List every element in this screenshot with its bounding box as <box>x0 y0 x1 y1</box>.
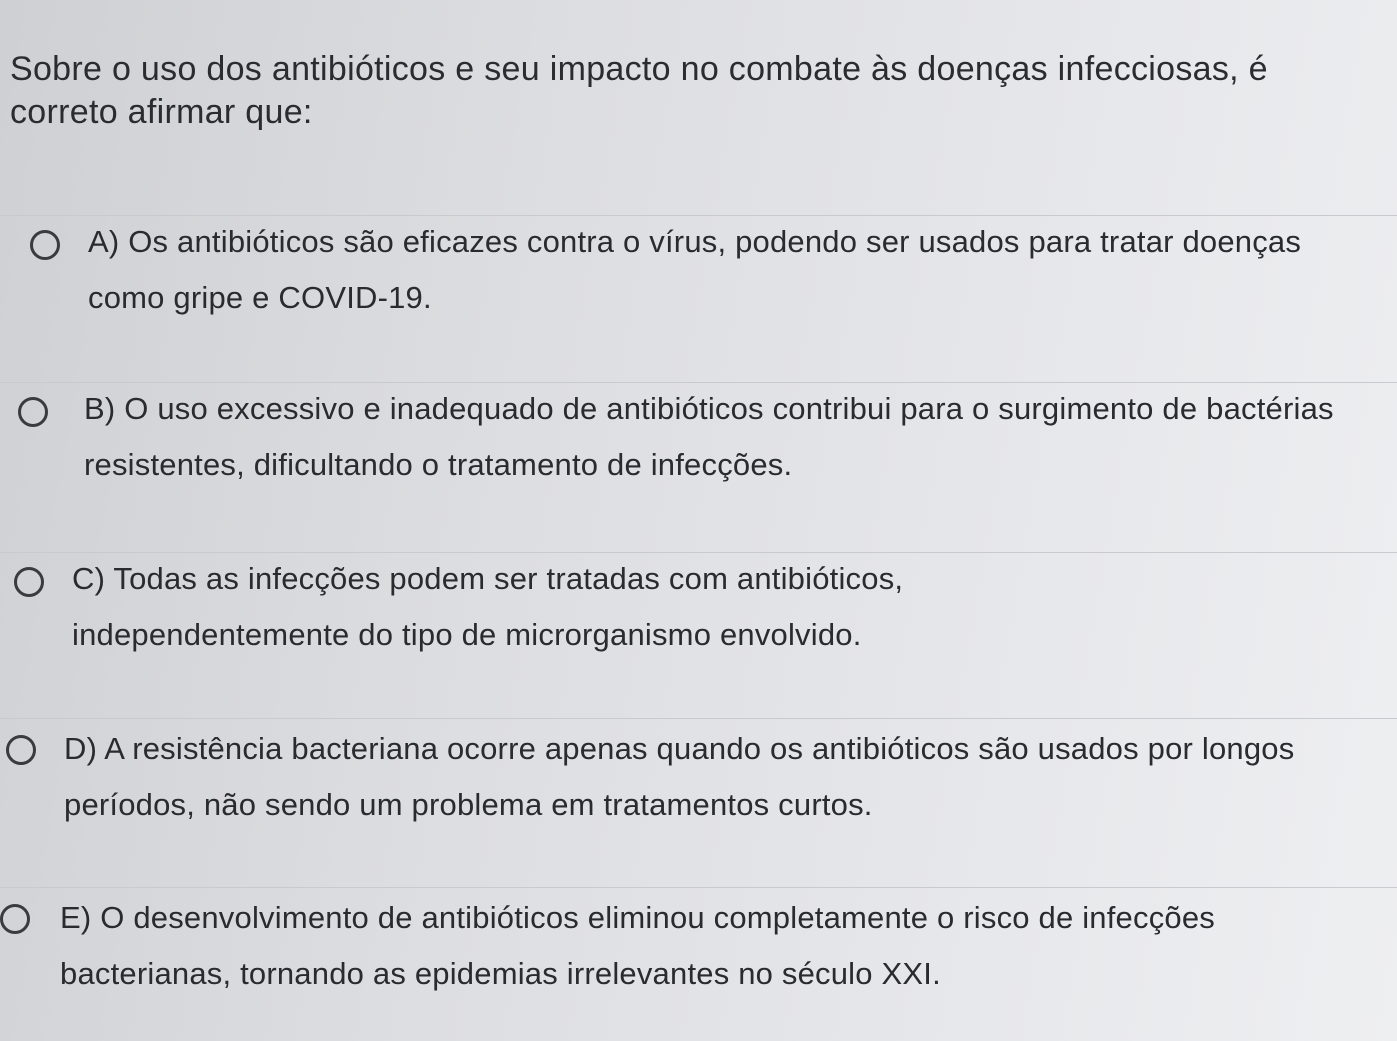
option-c[interactable] <box>0 553 1397 703</box>
option-e-text: E) O desenvolvimento de antibióticos eliminou completamente o risco de infecções bacterianas, tornando as epidemias irrelevantes no século XXI. <box>60 900 1215 991</box>
option-b-text: B) O uso excessivo e inadequado de antibióticos contribui para o surgimento de bactérias resistentes, dificultando o tratamento de infecções. <box>84 391 1334 482</box>
question-text: Sobre o uso dos antibióticos e seu impacto no combate às doenças infecciosas, é correto afirmar que: <box>10 50 1268 131</box>
option-c-text: C) Todas as infecções podem ser tratadas com antibióticos, independentemente do tipo de microrganismo envolvido. <box>72 561 904 652</box>
option-b[interactable] <box>0 383 1397 539</box>
option-a[interactable] <box>0 216 1397 362</box>
option-e[interactable] <box>0 888 1397 1038</box>
option-d-text: D) A resistência bacteriana ocorre apenas quando os antibióticos são usados por longos períodos, não sendo um problema em tratamentos curtos. <box>64 731 1295 822</box>
radio-button-d[interactable] <box>6 735 36 765</box>
option-a-text: A) Os antibióticos são eficazes contra o vírus, podendo ser usados para tratar doenças como gripe e COVID-19. <box>88 224 1302 315</box>
radio-button-c[interactable] <box>14 567 44 597</box>
radio-button-b[interactable] <box>18 397 48 427</box>
radio-button-e[interactable] <box>0 904 30 934</box>
radio-button-a[interactable] <box>30 230 60 260</box>
option-d[interactable] <box>0 719 1397 879</box>
